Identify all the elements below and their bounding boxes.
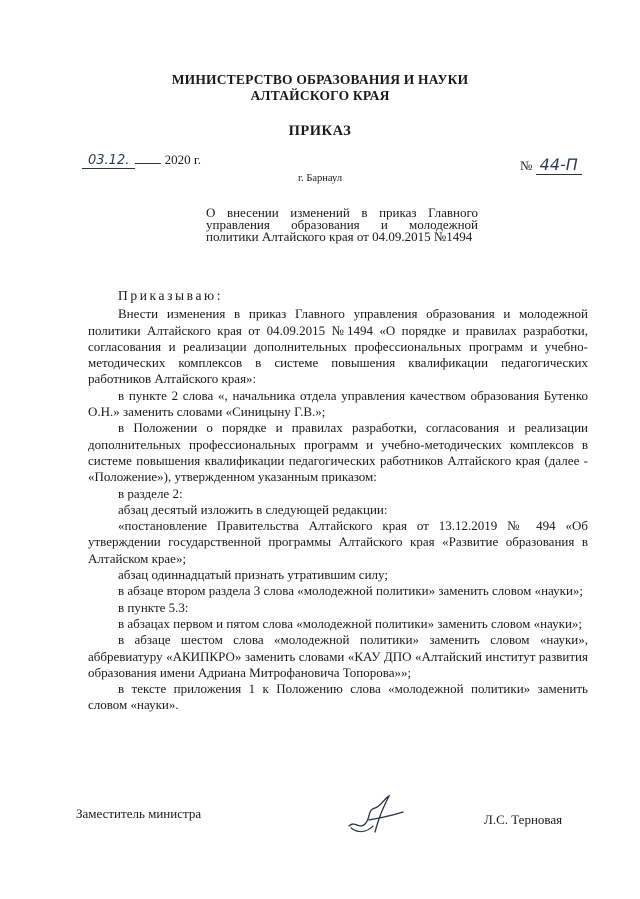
body-paragraph: в пункте 2 слова «, начальника отдела управления качеством образования Бутенко О.Н.» заменить словами «Синицыну Г.В.»; <box>88 387 588 420</box>
city: г. Барнаул <box>298 173 343 184</box>
date-year: 2020 г. <box>164 152 201 167</box>
order-subject: О внесении изменений в приказ Главного управления образования и молодежной политики Алтайского края от 04.09.2015 №1494 <box>206 205 478 244</box>
order-date <box>82 152 201 169</box>
ministry-header-line1: МИНИСТЕРСТВО ОБРАЗОВАНИЯ И НАУКИ <box>171 72 469 87</box>
handwritten-date: 03.12. <box>82 153 135 169</box>
body-paragraph: в абзаце шестом слова «молодежной политики» заменить словом «науки», аббревиатуру «АКИПКРО» заменить словами «КАУ ДПО «Алтайский институт развития образования имени Адриана Митрофановича Топорова»»; <box>88 632 588 680</box>
body-paragraph: абзац десятый изложить в следующей редакции: <box>118 501 388 517</box>
body-paragraph: «постановление Правительства Алтайского края от 13.12.2019 № 494 «Об утверждении государственной программы Алтайского края «Развитие образования в Алтайском крае»; <box>88 518 588 566</box>
signatory-name: Л.С. Терновая <box>484 812 563 827</box>
order-title: ПРИКАЗ <box>288 123 352 139</box>
handwritten-number: 44-П <box>536 155 582 175</box>
date-blank-line <box>135 163 161 164</box>
order-number <box>520 155 582 175</box>
body-paragraph: в тексте приложения 1 к Положению слова «молодежной политики» заменить словом «науки». <box>88 681 588 713</box>
signature-icon <box>345 790 405 838</box>
body-paragraph: Внести изменения в приказ Главного управления образования и молодежной политики Алтайского края от 04.09.2015 №1494 «О порядке и правилах разработки, согласования и реализации дополнительных профессиональных программ и учебно-методических комплексов в системе повышения квалификации педагогических работников Алтайского края»: <box>88 306 588 387</box>
order-body <box>88 288 588 714</box>
body-paragraph: в разделе 2: <box>118 485 183 501</box>
ministry-header <box>0 72 640 104</box>
body-paragraph: в абзаце втором раздела 3 слова «молодежной политики» заменить словом «науки»; <box>118 583 584 599</box>
body-paragraph: в абзацах первом и пятом слова «молодежной политики» заменить словом «науки»; <box>118 615 583 631</box>
body-paragraph: в Положении о порядке и правилах разработки, согласования и реализации дополнительных профессиональных программ и учебно-методических комплексов в системе повышения квалификации педагогических работников Алтайского края (далее - «Положение»), утвержденном указанным приказом: <box>88 420 588 485</box>
ministry-header-line2: АЛТАЙСКОГО КРАЯ <box>250 88 390 103</box>
number-prefix: № <box>520 158 533 173</box>
body-paragraph: в пункте 5.3: <box>118 599 189 615</box>
signatory-position: Заместитель министра <box>76 806 202 821</box>
order-word: Приказываю: <box>118 288 224 303</box>
body-paragraph: абзац одиннадцатый признать утратившим силу; <box>118 567 388 583</box>
